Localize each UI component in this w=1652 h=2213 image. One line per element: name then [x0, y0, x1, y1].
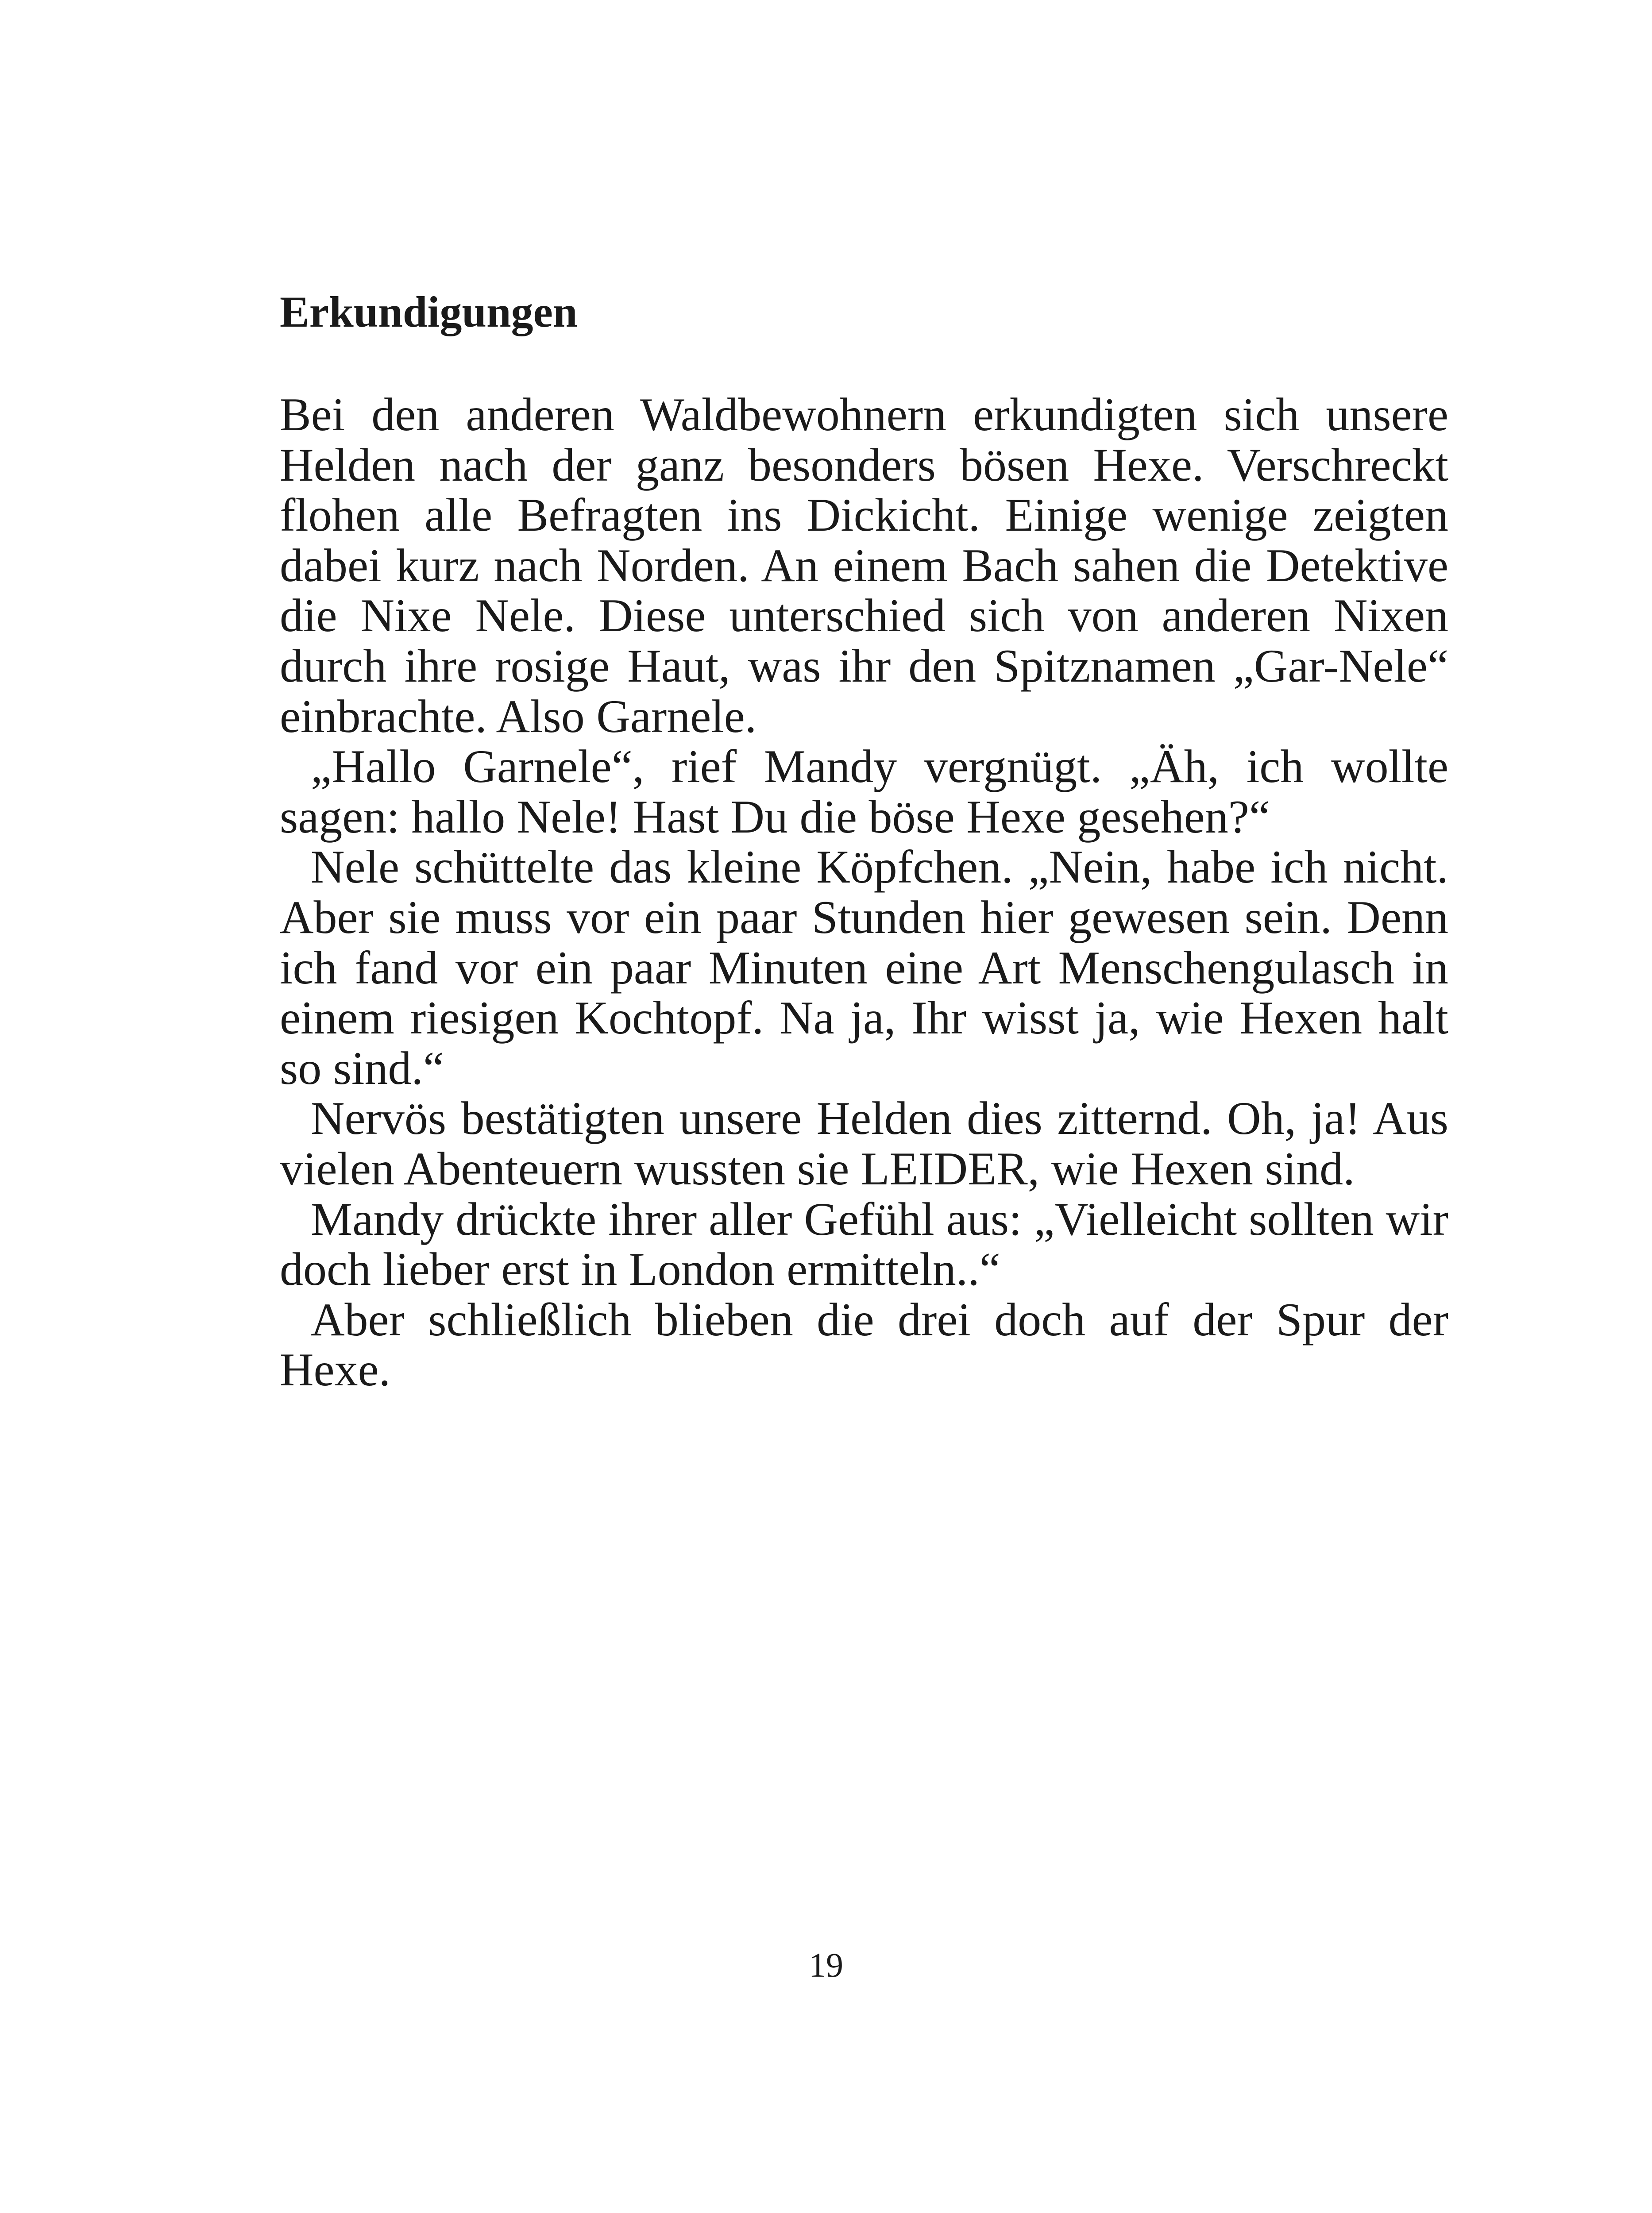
- paragraph-5: Mandy drückte ihrer aller Gefühl aus: „Vielleicht sollten wir doch lieber erst in London ermitteln..“: [280, 1193, 1448, 1295]
- paragraph-1: Bei den anderen Waldbewohnern erkundigten sich unsere Helden nach der ganz besonders bösen Hexe. Verschreckt flohen alle Befragten ins Dickicht. Einige wenige zeigten dabei kurz nach Norden. An einem Bach sahen die Detektive die Nixe Nele. Diese unterschied sich von anderen Nixen durch ihre rosige Haut, was ihr den Spitznamen „Gar-Nele“ einbrachte. Also Garnele.: [280, 389, 1448, 742]
- paragraph-3: Nele schüttelte das kleine Köpfchen. „Nein, habe ich nicht. Aber sie muss vor ein paar Stunden hier gewesen sein. Denn ich fand vor ein paar Minuten eine Art Menschengulasch in einem riesigen Kochtopf. Na ja, Ihr wisst ja, wie Hexen halt so sind.“: [280, 841, 1448, 1094]
- body-text: [280, 389, 1448, 1395]
- paragraph-2: „Hallo Garnele“, rief Mandy vergnügt. „Äh, ich wollte sagen: hallo Nele! Hast Du die böse Hexe gesehen?“: [280, 740, 1448, 843]
- chapter-title: Erkundigungen: [280, 287, 578, 336]
- paragraph-4: Nervös bestätigten unsere Helden dies zitternd. Oh, ja! Aus vielen Abenteuern wussten sie LEIDER, wie Hexen sind.: [280, 1092, 1448, 1195]
- page-number: 19: [809, 1946, 843, 1984]
- paragraph-6: Aber schließlich blieben die drei doch auf der Spur der Hexe.: [280, 1293, 1448, 1396]
